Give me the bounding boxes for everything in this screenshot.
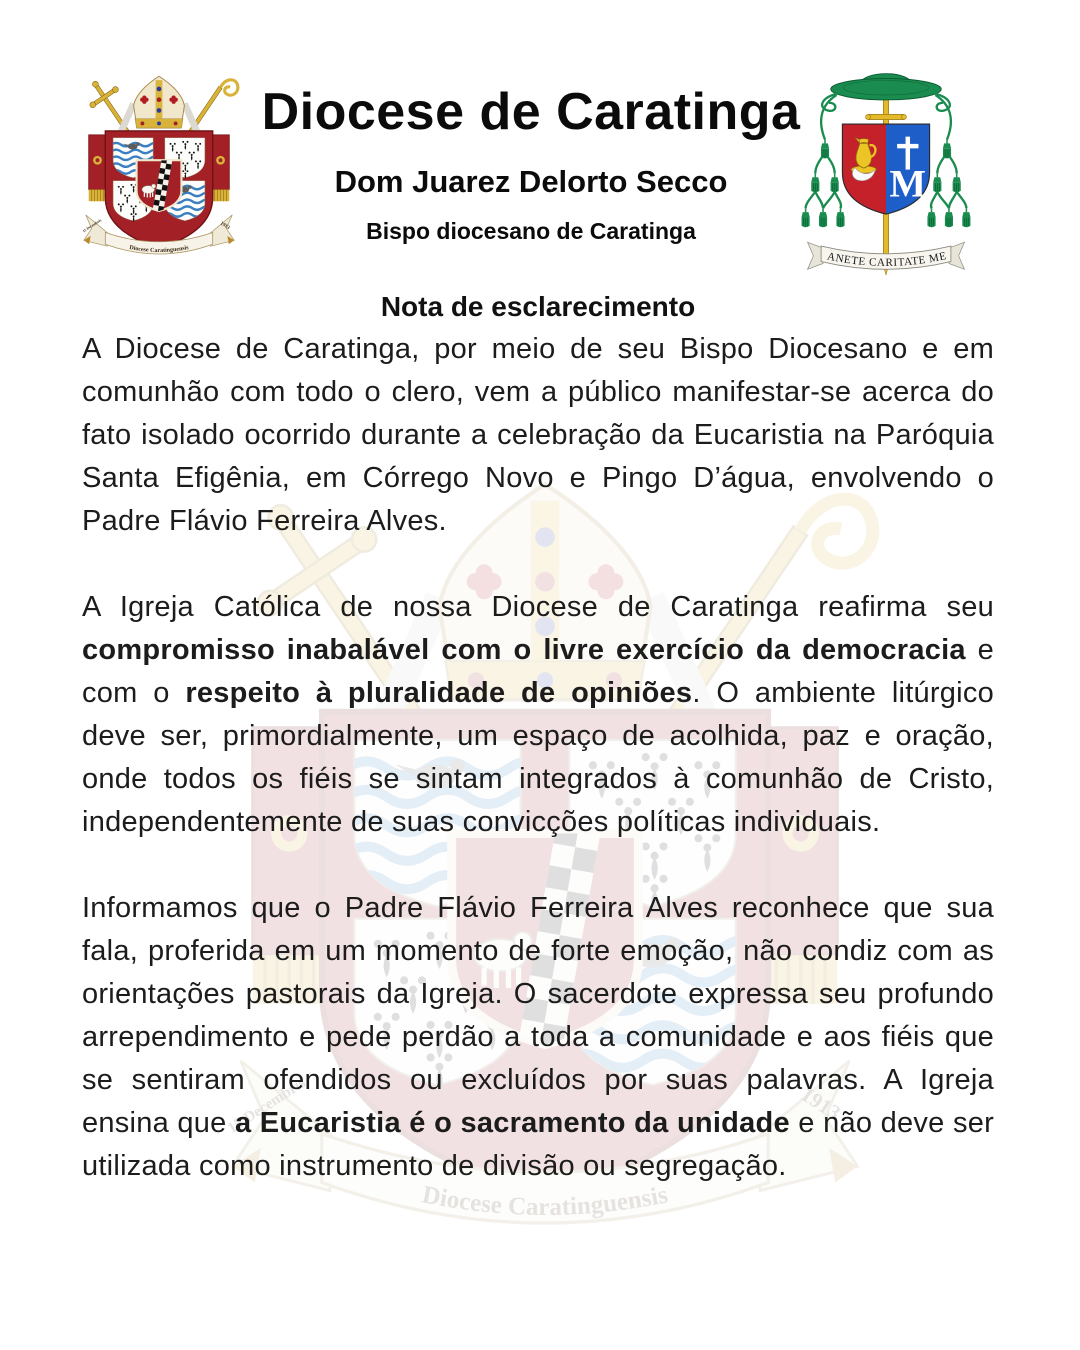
note-body [82, 286, 994, 1231]
note-heading: Nota de esclarecimento [380, 291, 696, 322]
diocese-coat-of-arms-icon [76, 72, 242, 268]
paragraph: A Igreja Católica de nossa Diocese de Caratinga reafirma seu compromisso inabalável com o livre exercício da democracia e com o respeito à pluralidade de opiniões. O ambiente litúrgico deve ser, primordialmente, um espaço de acolhida, paz e oração, onde todos os fiéis se sintam integrados à comunhão de Cristo, independentemente de suas convicções políticas individuais. [82, 591, 994, 838]
bishop-name: Dom Juarez Delorto Secco [334, 164, 728, 199]
bishop-coat-of-arms-icon [794, 60, 978, 283]
page-title: Diocese de Caratinga [261, 83, 801, 141]
bishop-role: Bispo diocesano de Caratinga [366, 218, 696, 244]
paragraph: Informamos que o Padre Flávio Ferreira Alves reconhece que sua fala, proferida em um momento de forte emoção, não condiz com as orientações pastorais da Igreja. O sacerdote expressa seu profundo arrependimento e pede perdão a toda a comunidade e aos fiéis que se sentiram ofendidos ou excluídos por suas palavras. A Igreja ensina que a Eucaristia é o sacramento da unidade e não deve ser utilizada como instrumento de divisão ou segregação. [82, 892, 994, 1182]
paragraph: A Diocese de Caratinga, por meio de seu Bispo Diocesano e em comunhão com todo o clero, vem a público manifestar-se acerca do fato isolado ocorrido durante a celebração da Eucaristia na Paróquia Santa Efigênia, em Córrego Novo e Pingo D’água, envolvendo o Padre Flávio Ferreira Alves. [82, 333, 994, 537]
paragraphs-container [82, 328, 994, 1188]
